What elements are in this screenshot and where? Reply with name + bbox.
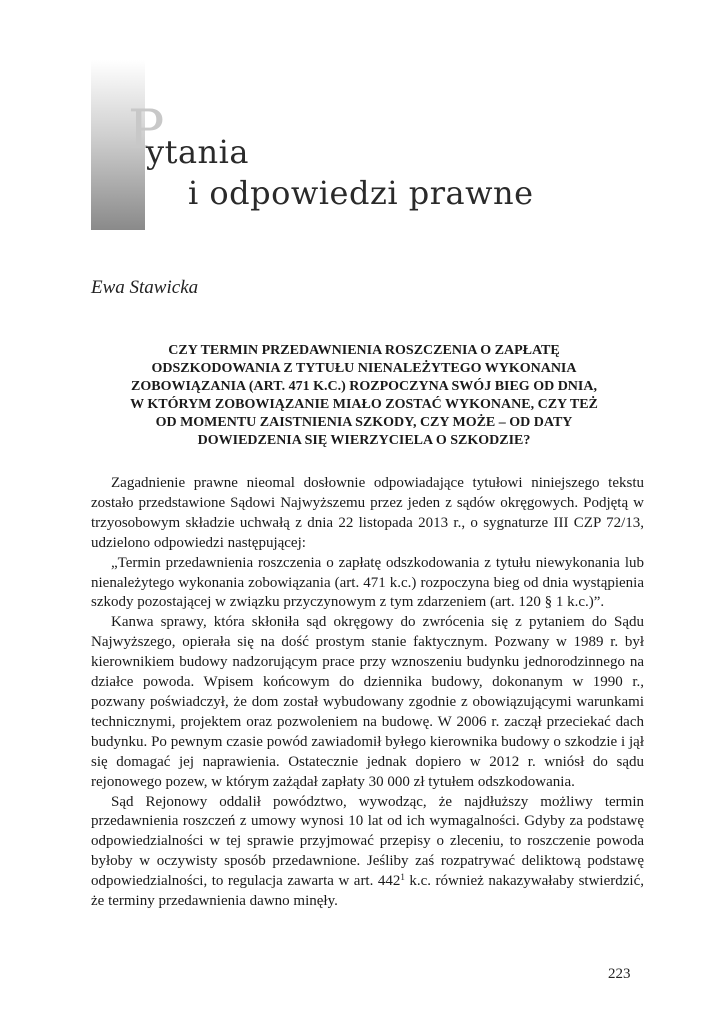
article-body xyxy=(91,474,644,912)
question-line: OD MOMENTU ZAISTNIENIA SZKODY, CZY MOŻE – OD DATY xyxy=(155,415,573,430)
page-number: 223 xyxy=(608,966,631,982)
question-line: CZY TERMIN PRZEDAWNIENIA ROSZCZENIA O ZAPŁATĘ xyxy=(168,343,560,358)
paragraph-intro: Zagadnienie prawne nieomal dosłownie odpowiadające tytułowi niniejszego tekstu zostało przedstawione Sądowi Najwyższemu przez jeden z sądów okręgowych. Podjętą w trzyosobowym składzie uchwałą z dnia 22 listopada 2013 r., o sygnaturze III CZP 72/13, udzielono odpowiedzi następującej: xyxy=(91,475,644,551)
question-line: ZOBOWIĄZANIA (ART. 471 K.C.) ROZPOCZYNA SWÓJ BIEG OD DNIA, xyxy=(131,379,597,394)
drop-cap-letter: P xyxy=(128,98,165,161)
paragraph-district-court xyxy=(91,793,644,912)
paragraph-text: k.c. również nakazywałaby stwierdzić, że terminy przedawnienia dawno minęły. xyxy=(91,873,644,910)
question-line: ODSZKODOWANIA Z TYTUŁU NIENALEŻYTEGO WYKONANIA xyxy=(151,361,577,376)
question-line: DOWIEDZENIA SIĘ WIERZYCIELA O SZKODZIE? xyxy=(197,433,531,448)
question-heading xyxy=(100,342,628,450)
author-name: Ewa Stawicka xyxy=(91,277,199,298)
paragraph-text: Sąd Rejonowy oddalił powództwo, wywodząc, że najdłuższy możliwy termin przedawnienia roszczeń z umowy wynosi 10 lat od ich wymagalności. Gdyby za podstawę odpowiedzialności w tej sprawie przyjmować przepisy o zleceniu, to roszczenie powoda byłoby w oczywisty sposób przedawnione. Jeśliby zaś rozpatrywać deliktową podstawę odpowiedzialności, to regulacja zawarta w art. 442 xyxy=(91,793,644,890)
superscript: 1 xyxy=(400,872,405,883)
paragraph-quote: „Termin przedawnienia roszczenia o zapłatę odszkodowania z tytułu niewykonania lub nienależytego wykonania zobowiązania (art. 471 k.c.) rozpoczyna bieg od dnia wystąpienia szkody pozostającej w związku przyczynowym z tym zdarzeniem (art. 120 § 1 k.c.)”. xyxy=(91,554,644,611)
paragraph-facts: Kanwa sprawy, która skłoniła sąd okręgowy do zwrócenia się z pytaniem do Sądu Najwyższego, opierała się na dość prostym stanie faktycznym. Pozwany w 1989 r. był kierownikiem budowy nadzorującym prace przy wznoszeniu budynku jednorodzinnego na działce powoda. Wpisem końcowym do dziennika budowy, dokonanym w 1990 r., pozwany poświadczył, że dom został wybudowany zgodnie z obowiązującymi warunkami technicznymi, projektem oraz pozwoleniem na budowę. W 2006 r. zaczął przeciekać dach budynku. Po pewnym czasie powód zawiadomił byłego kierownika budowy o szkodzie i jął się domagać jej naprawienia. Ostatecznie jednak dopiero w 2012 r. wniósł do sądu rejonowego pozew, w którym zażądał zapłaty 30 000 zł tytułem odszkodowania. xyxy=(91,614,644,790)
section-title-line2: i odpowiedzi prawne xyxy=(188,174,534,212)
question-line: W KTÓRYM ZOBOWIĄZANIE MIAŁO ZOSTAĆ WYKONANE, CZY TEŻ xyxy=(130,397,598,412)
section-title-line1: ytania xyxy=(146,133,249,171)
